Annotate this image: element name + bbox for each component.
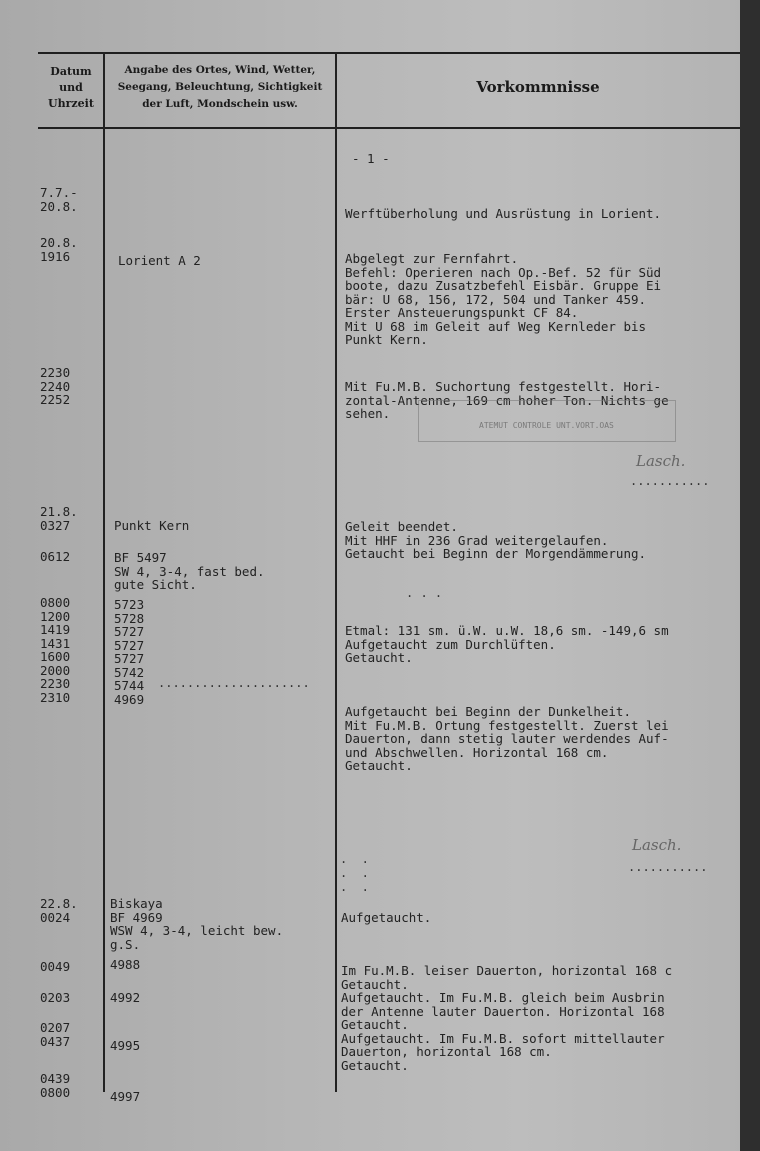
entry-event: Abgelegt zur Fernfahrt. Befehl: Operieren nach Op.-Bef. 52 für Süd boote, dazu Zusatzbefehl Eisbär. Gruppe Ei bär: U 68, 156, 172, 504 und Tanker 459. Erster Ansteuerungspunkt CF 84. Mit U 68 im Geleit auf Weg Kernleder bis Punkt Kern. [345, 251, 662, 347]
entry-time: 0207 0437 [40, 1020, 71, 1049]
header-bottom-rule [38, 127, 742, 129]
entry-place: 4988 [110, 957, 141, 972]
page-edge [740, 0, 760, 1151]
column-divider-1 [103, 52, 105, 1092]
entry-place: Biskaya BF 4969 WSW 4, 3-4, leicht bew. g.S. [110, 896, 284, 952]
dotted-separator: ........... [628, 860, 708, 874]
entry-date: 21.8. 0327 [40, 504, 78, 533]
entry-place: 4992 [110, 990, 141, 1005]
entry-date: 20.8. 1916 [40, 235, 78, 264]
entry-place: BF 5497 SW 4, 3-4, fast bed. gute Sicht. [114, 550, 265, 592]
entry-event: Aufgetaucht. [341, 910, 432, 925]
entry-time: 0203 [40, 990, 71, 1005]
entry-time: 0612 [40, 549, 71, 564]
entry-place: 4995 [110, 1038, 141, 1053]
entry-time: 0800 1200 1419 1431 1600 2000 2230 2310 [40, 595, 71, 705]
entry-date: 22.8. 0024 [40, 896, 78, 925]
stamp-mark: ATEMUT CONTROLE UNT.VORT.OAS [418, 400, 676, 442]
entry-time: 0049 [40, 959, 71, 974]
entry-event: Etmal: 131 sm. ü.W. u.W. 18,6 sm. -149,6 sm Aufgetaucht zum Durchlüften. Getaucht. [345, 623, 669, 665]
entry-event: Im Fu.M.B. leiser Dauerton, horizontal 168 c Getaucht. [341, 963, 673, 992]
initials-signature: Lasch. [636, 452, 686, 470]
entry-place: Lorient A 2 [118, 253, 201, 268]
entry-place: Punkt Kern [114, 518, 190, 533]
entry-time: 2230 2240 2252 [40, 365, 71, 407]
header-date-time: Datum und Uhrzeit [48, 65, 94, 110]
header-location-weather: Angabe des Ortes, Wind, Wetter, Seegang, Beleuchtung, Sichtigkeit der Luft, Mondschein usw. [117, 64, 323, 110]
entry-event: Getaucht. Aufgetaucht. Im Fu.M.B. sofort mittellauter Dauerton, horizontal 168 cm. Getaucht. [341, 1017, 665, 1073]
initials-signature: Lasch. [632, 836, 682, 854]
header-events: Vorkommnisse [476, 78, 600, 96]
entry-place: 4997 [110, 1089, 141, 1104]
header-top-rule [38, 52, 742, 54]
entry-event: Mit Fu.M.B. Suchortung festgestellt. Hori- zontal-Antenne, 169 cm hoher Ton. Nichts ge sehen. [345, 379, 669, 421]
entry-event: Geleit beendet. Mit HHF in 236 Grad weitergelaufen. Getaucht bei Beginn der Morgendämmerung. [345, 519, 647, 561]
entry-event: Aufgetaucht bei Beginn der Dunkelheit. Mit Fu.M.B. Ortung festgestellt. Zuerst lei Dauerton, dann stetig lauter werdendes Auf- und Abschwellen. Horizontal 168 cm. Getaucht. [345, 704, 669, 773]
dotted-mark: . . . [406, 586, 443, 600]
column-divider-2 [335, 52, 337, 1092]
page-number: - 1 - [352, 151, 390, 166]
dotted-mark: . . . . . . [340, 852, 369, 894]
entry-event: Werftüberholung und Ausrüstung in Lorient. [345, 206, 662, 221]
entry-place: 5723 5728 5727 5727 5727 5742 5744 4969 [114, 597, 145, 707]
entry-event: Aufgetaucht. Im Fu.M.B. gleich beim Ausbrin der Antenne lauter Dauerton. Horizontal 168 [341, 990, 665, 1019]
entry-time: 0439 0800 [40, 1071, 71, 1100]
entry-date: 7.7.- 20.8. [40, 185, 78, 214]
dotted-separator: ..................... [158, 676, 310, 690]
dotted-separator: ........... [630, 474, 710, 488]
